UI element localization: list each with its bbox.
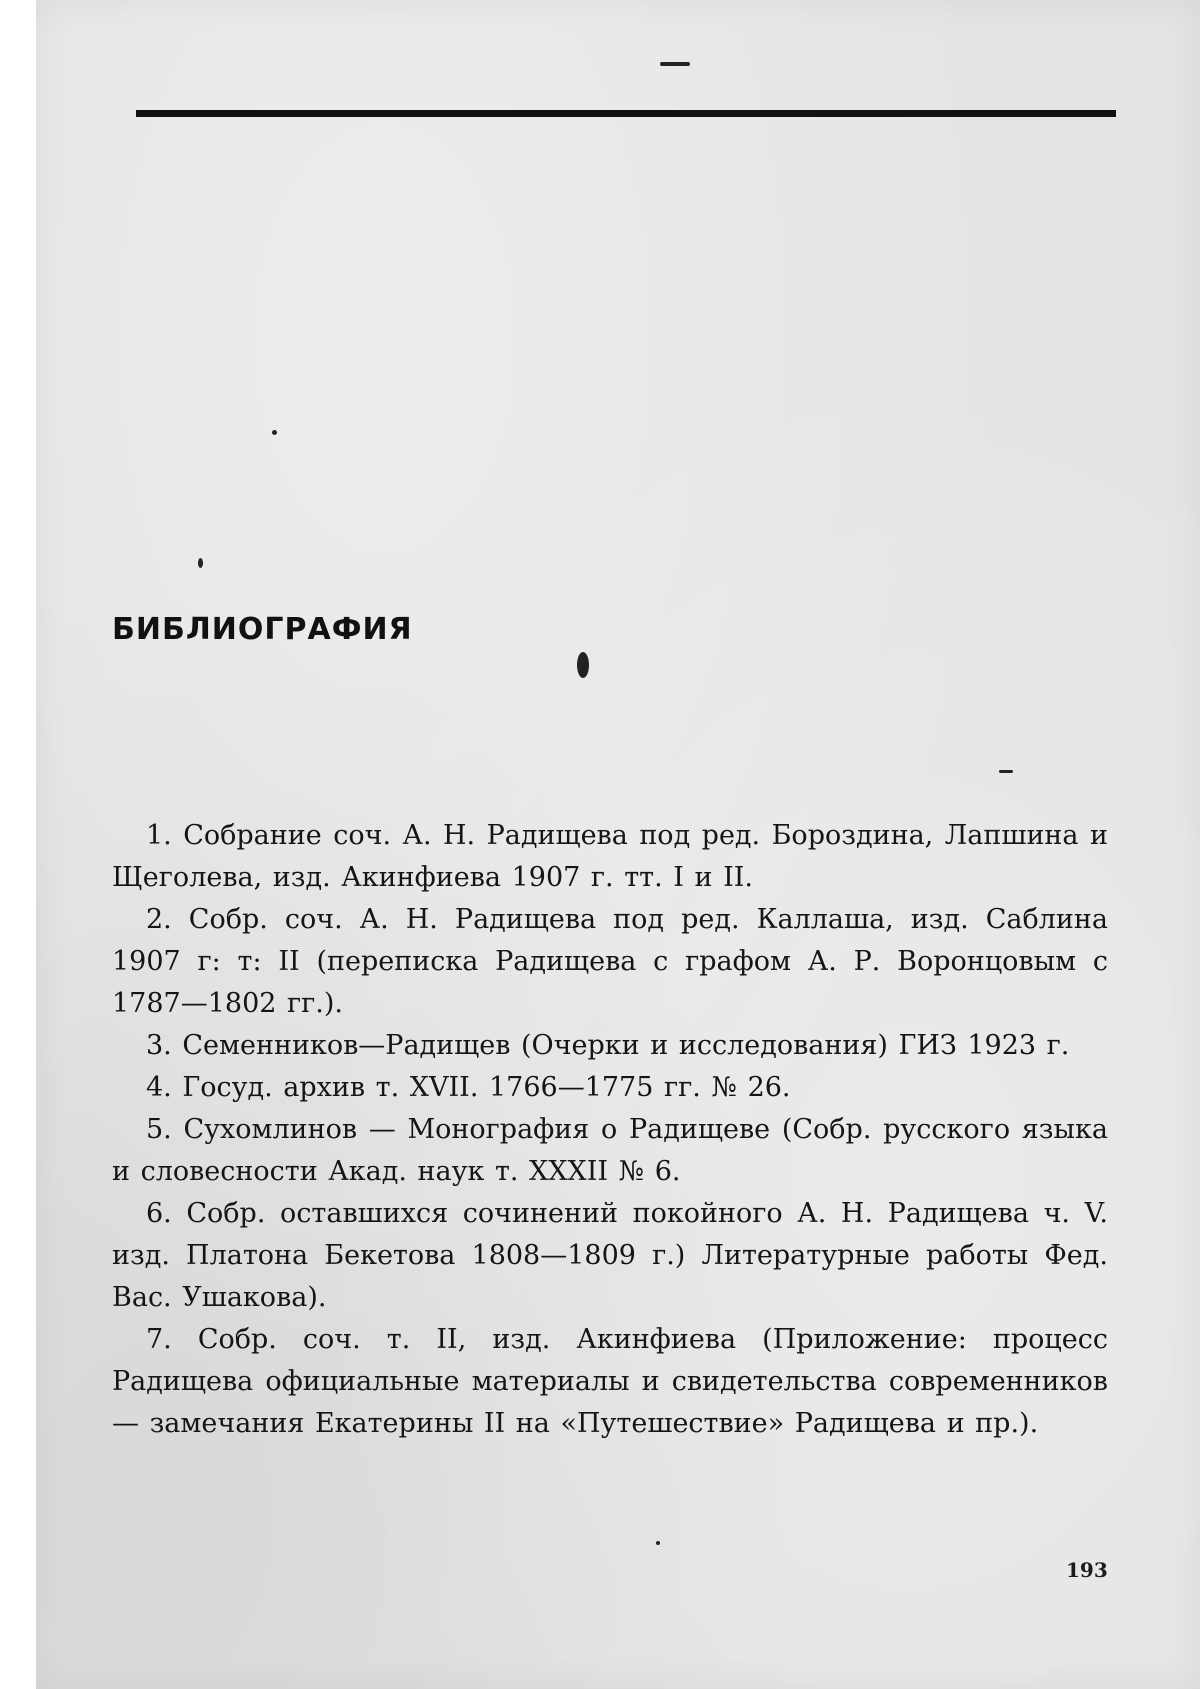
- bibliography-entry: 4. Госуд. архив т. XVII. 1766—1775 гг. № 26.: [146, 1072, 791, 1103]
- book-page: [36, 0, 1200, 1689]
- bibliography-entry: 7. Собр. соч. т. II, изд. Акинфиева (Приложение: процесс Радищева официальные материалы и свидетельства современников — замечания Екатерины II на «Путешествие» Радищева и пр.).: [112, 1324, 1108, 1439]
- paper-speck: [656, 1541, 660, 1545]
- bibliography-entry: 6. Собр. оставшихся сочинений покойного А. Н. Радищева ч. V. изд. Платона Бекетова 1808—1809 г.) Литературные работы Фед. Вас. Ушакова).: [112, 1198, 1108, 1313]
- page-number: 193: [1066, 1558, 1108, 1582]
- top-rule-divider: [136, 110, 1116, 117]
- bibliography-entry: 2. Собр. соч. А. Н. Радищева под ред. Каллаша, изд. Саблина 1907 г: т: II (переписка Радищева с графом А. Р. Воронцовым с 1787—1802 гг.).: [112, 904, 1108, 1019]
- page-title: БИБЛИОГРАФИЯ: [112, 612, 413, 647]
- paper-speck: [577, 652, 589, 678]
- paper-speck: [660, 62, 690, 66]
- bibliography-entry: 5. Сухомлинов — Монография о Радищеве (Собр. русского языка и словесности Акад. наук т. XXXII № 6.: [112, 1114, 1108, 1187]
- bibliography-entry: 1. Собрание соч. А. Н. Радищева под ред. Бороздина, Лапшина и Щеголева, изд. Акинфиева 1907 г. тт. I и II.: [112, 820, 1108, 893]
- paper-speck: [198, 558, 203, 568]
- bibliography-entry: 3. Семенников—Радищев (Очерки и исследования) ГИЗ 1923 г.: [146, 1030, 1070, 1061]
- bibliography-list: [112, 815, 1108, 1445]
- paper-speck: [999, 770, 1013, 773]
- paper-speck: [272, 430, 277, 435]
